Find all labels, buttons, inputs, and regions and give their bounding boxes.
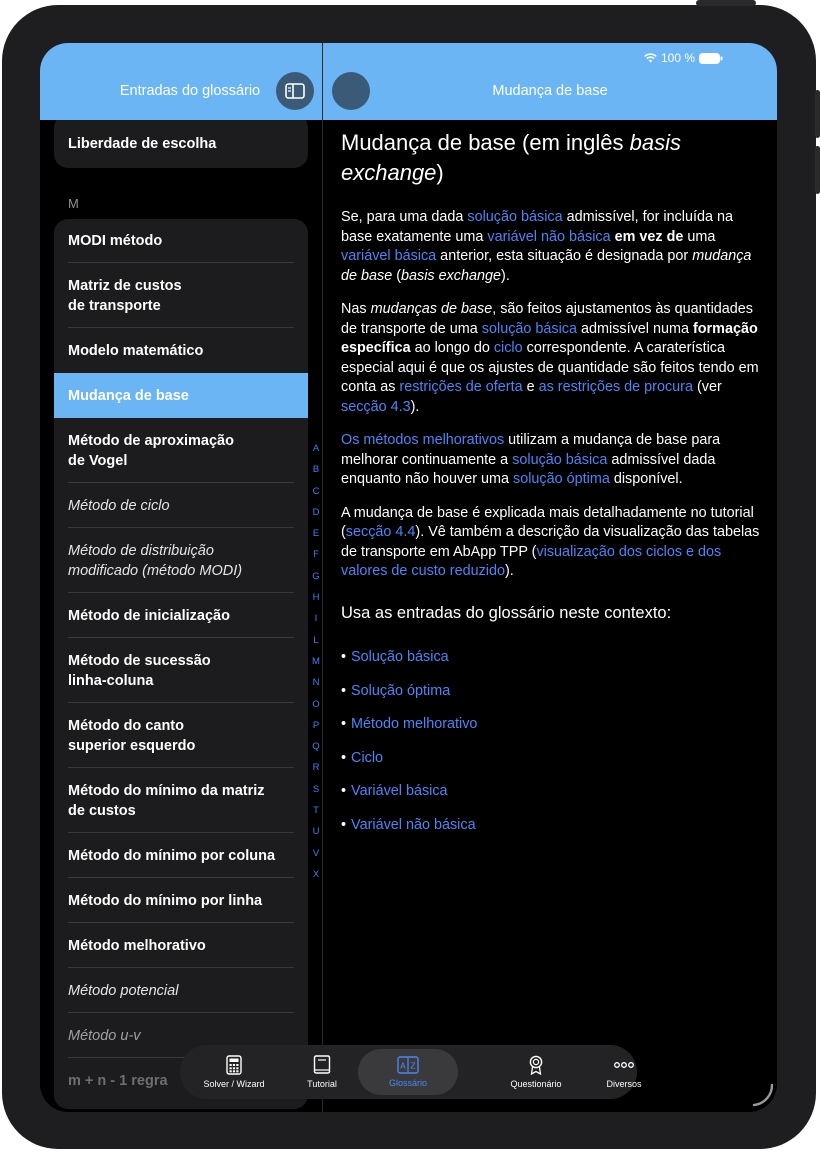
tab-label: Diversos [606, 1079, 642, 1089]
index-letter[interactable]: H [312, 592, 320, 604]
index-letter[interactable]: R [312, 762, 320, 774]
paragraph-4: A mudança de base é explicada mais detalhadamente no tutorial (secção 4.4). Vê também a descrição da visualização das tabelas de transporte em AbApp TPP (visualização dos ciclos e dos valores de custo reduzido). [341, 504, 760, 579]
link-restricoes-oferta[interactable]: restrições de oferta [399, 379, 523, 395]
list-item-label: Método de distribuição modificado (método MODI) [68, 542, 243, 579]
index-letter[interactable]: Q [312, 741, 320, 753]
related-link[interactable]: Solução básica [351, 649, 449, 666]
link-ciclo[interactable]: ciclo [493, 340, 523, 356]
list-item-label: Modelo matemático [68, 342, 204, 359]
index-letter[interactable]: A [312, 443, 320, 454]
paragraph-1: Se, para uma dada solução básica admissível, for incluída na base exatamente uma variável não básica em vez de uma variável básica anterior, esta situação é designada por mudança de base (basis exchange). [341, 209, 752, 284]
index-letter[interactable]: V [312, 847, 320, 859]
paragraph-3: Os métodos melhorativos utilizam a mudança de base para melhorar continuamente a solução básica admissível dada enquanto não houver uma solução óptima disponível. [341, 432, 721, 487]
tab-tutorial[interactable] [272, 1049, 372, 1095]
glossary-detail [341, 128, 761, 843]
index-letter[interactable]: U [312, 826, 320, 838]
split-divider [322, 43, 323, 1112]
index-letter[interactable]: F [313, 549, 319, 561]
volume-up-button [815, 90, 820, 138]
wifi-icon [644, 53, 657, 63]
tab-bar [180, 1045, 642, 1099]
list-item-label: Método de ciclo [68, 497, 170, 514]
tab-glossario[interactable] [358, 1049, 458, 1095]
paragraph-2: Nas mudanças de base, são feitos ajustamentos às quantidades de transporte de uma solução básica admissível numa formação específica ao longo do ciclo correspondente. A caraterística especial aqui é que os ajustes de quantidade são feitos tendo em conta as restrições de oferta e as restrições de procura (ver secção 4.3). [341, 301, 759, 415]
list-item[interactable] [54, 328, 308, 373]
list-item-label: Método do canto superior esquerdo [68, 717, 196, 754]
status-bar [644, 51, 723, 65]
tab-questionario[interactable] [486, 1049, 586, 1095]
link-visualizacao-ciclos[interactable]: visualização dos ciclos e dos valores de custo reduzido [341, 543, 722, 579]
related-link[interactable]: Solução óptima [351, 682, 451, 699]
screen [40, 43, 777, 1112]
list-item[interactable] [54, 528, 308, 593]
tab-diversos[interactable] [574, 1049, 674, 1095]
index-letter[interactable]: N [312, 677, 320, 689]
list-item[interactable] [54, 120, 308, 168]
link-seccao-4-4[interactable]: secção 4.4 [345, 524, 416, 540]
alphabet-index[interactable] [310, 438, 322, 885]
sidebar-title: Entradas do glossário [119, 83, 261, 99]
index-letter[interactable]: L [313, 634, 319, 646]
list-item-label: Método potencial [68, 982, 179, 999]
related-link[interactable]: Variável não básica [351, 817, 476, 834]
list-item-label: Método de inicialização [68, 607, 230, 624]
index-letter[interactable]: G [312, 570, 320, 582]
list-item-label: Método de sucessão linha-coluna [68, 652, 211, 689]
related-item [341, 742, 761, 776]
list-item[interactable] [54, 833, 308, 878]
toggle-sidebar-button[interactable] [276, 72, 314, 110]
tab-label: Glossário [388, 1078, 427, 1088]
tab-label: Solver / Wizard [203, 1079, 265, 1089]
list-item[interactable] [54, 263, 308, 328]
section-header-m: M [68, 196, 79, 211]
related-item [341, 675, 761, 709]
calculator-icon [226, 1055, 242, 1075]
list-item-label: Liberdade de escolha [68, 136, 217, 152]
list-group-m [54, 219, 308, 1109]
book-icon [313, 1055, 331, 1075]
az-glossary-icon [397, 1056, 419, 1074]
top-button [696, 0, 756, 6]
list-item-label: Mudança de base [68, 387, 189, 404]
link-variavel-nao-basica[interactable]: variável não básica [487, 228, 611, 245]
related-link[interactable]: Método melhorativo [351, 716, 478, 733]
index-letter[interactable]: I [314, 613, 318, 625]
index-letter[interactable]: B [312, 464, 320, 476]
list-item[interactable] [54, 923, 308, 968]
link-metodos-melhorativos[interactable]: Os métodos melhorativos [341, 432, 505, 448]
resize-corner-icon [748, 1083, 774, 1109]
tab-solver-wizard[interactable] [184, 1049, 284, 1095]
detail-title: Mudança de base [492, 83, 608, 99]
list-item-label: Método melhorativo [68, 937, 206, 954]
battery-percent: 100 % [660, 51, 695, 65]
related-link[interactable]: Variável básica [351, 783, 448, 800]
list-item-label: MODI método [68, 233, 163, 249]
award-icon [528, 1055, 544, 1075]
related-heading: Usa as entradas do glossário neste contexto: [341, 603, 672, 622]
battery-icon [699, 53, 723, 64]
index-letter[interactable]: C [312, 485, 320, 497]
related-link[interactable]: Ciclo [351, 749, 384, 766]
svg-text:Z: Z [410, 1061, 416, 1071]
bullet: • [341, 649, 347, 666]
link-solucao-basica[interactable]: solução básica [467, 209, 563, 225]
index-letter[interactable]: O [312, 698, 320, 710]
more-dots-icon [613, 1055, 635, 1075]
related-item [341, 641, 761, 675]
related-item [341, 775, 761, 809]
list-item[interactable] [54, 638, 308, 703]
index-letter[interactable]: S [312, 783, 320, 795]
tab-label: Tutorial [307, 1079, 337, 1089]
navigation-header [40, 43, 777, 120]
index-letter[interactable]: X [312, 868, 320, 880]
entry-heading: Mudança de base (em inglês basis exchange) [341, 130, 681, 185]
list-item-selected[interactable] [54, 373, 308, 418]
link-solucao-optima[interactable]: solução óptima [513, 471, 610, 487]
link-solucao-basica[interactable]: solução básica [512, 451, 608, 468]
list-item[interactable] [54, 703, 308, 768]
svg-text:A: A [400, 1061, 406, 1071]
index-letter[interactable]: M [312, 655, 320, 667]
list-item-label: Matriz de custos de transporte [68, 277, 182, 314]
link-seccao-4-3[interactable]: secção 4.3 [341, 398, 411, 415]
list-item-label: Método do mínimo da matriz de custos [68, 782, 265, 819]
bullet: • [341, 716, 347, 733]
link-variavel-basica[interactable]: variável básica [341, 248, 437, 264]
bullet: • [341, 682, 347, 699]
list-item[interactable] [54, 483, 308, 528]
index-letter[interactable]: E [312, 528, 320, 540]
related-item [341, 708, 761, 742]
list-item-label: Método u-v [68, 1027, 141, 1044]
bullet: • [341, 817, 347, 834]
tab-label: Questionário [510, 1079, 562, 1089]
list-item-label: Método de aproximação de Vogel [68, 432, 234, 469]
index-letter[interactable]: T [313, 805, 319, 817]
list-item[interactable] [54, 768, 308, 833]
list-item[interactable] [54, 418, 308, 483]
list-item[interactable] [54, 968, 308, 1013]
link-restricoes-procura[interactable]: as restrições de procura [538, 379, 693, 395]
link-solucao-basica[interactable]: solução básica [481, 320, 577, 337]
list-group-l [54, 120, 308, 168]
list-item[interactable] [54, 219, 308, 263]
list-item-label: m + n - 1 regra [68, 1072, 168, 1089]
bullet: • [341, 783, 347, 800]
glossary-sidebar [40, 120, 322, 1112]
related-item [341, 809, 761, 843]
list-item-label: Método do mínimo por coluna [68, 847, 276, 864]
list-item[interactable] [54, 878, 308, 923]
list-item[interactable] [54, 593, 308, 638]
volume-down-button [815, 146, 820, 194]
index-letter[interactable]: P [312, 719, 320, 731]
index-letter[interactable]: D [312, 506, 320, 518]
detail-action-button[interactable] [332, 72, 370, 110]
sidebar-icon [285, 83, 305, 99]
bullet: • [341, 749, 347, 766]
list-item-label: Método do mínimo por linha [68, 892, 263, 909]
